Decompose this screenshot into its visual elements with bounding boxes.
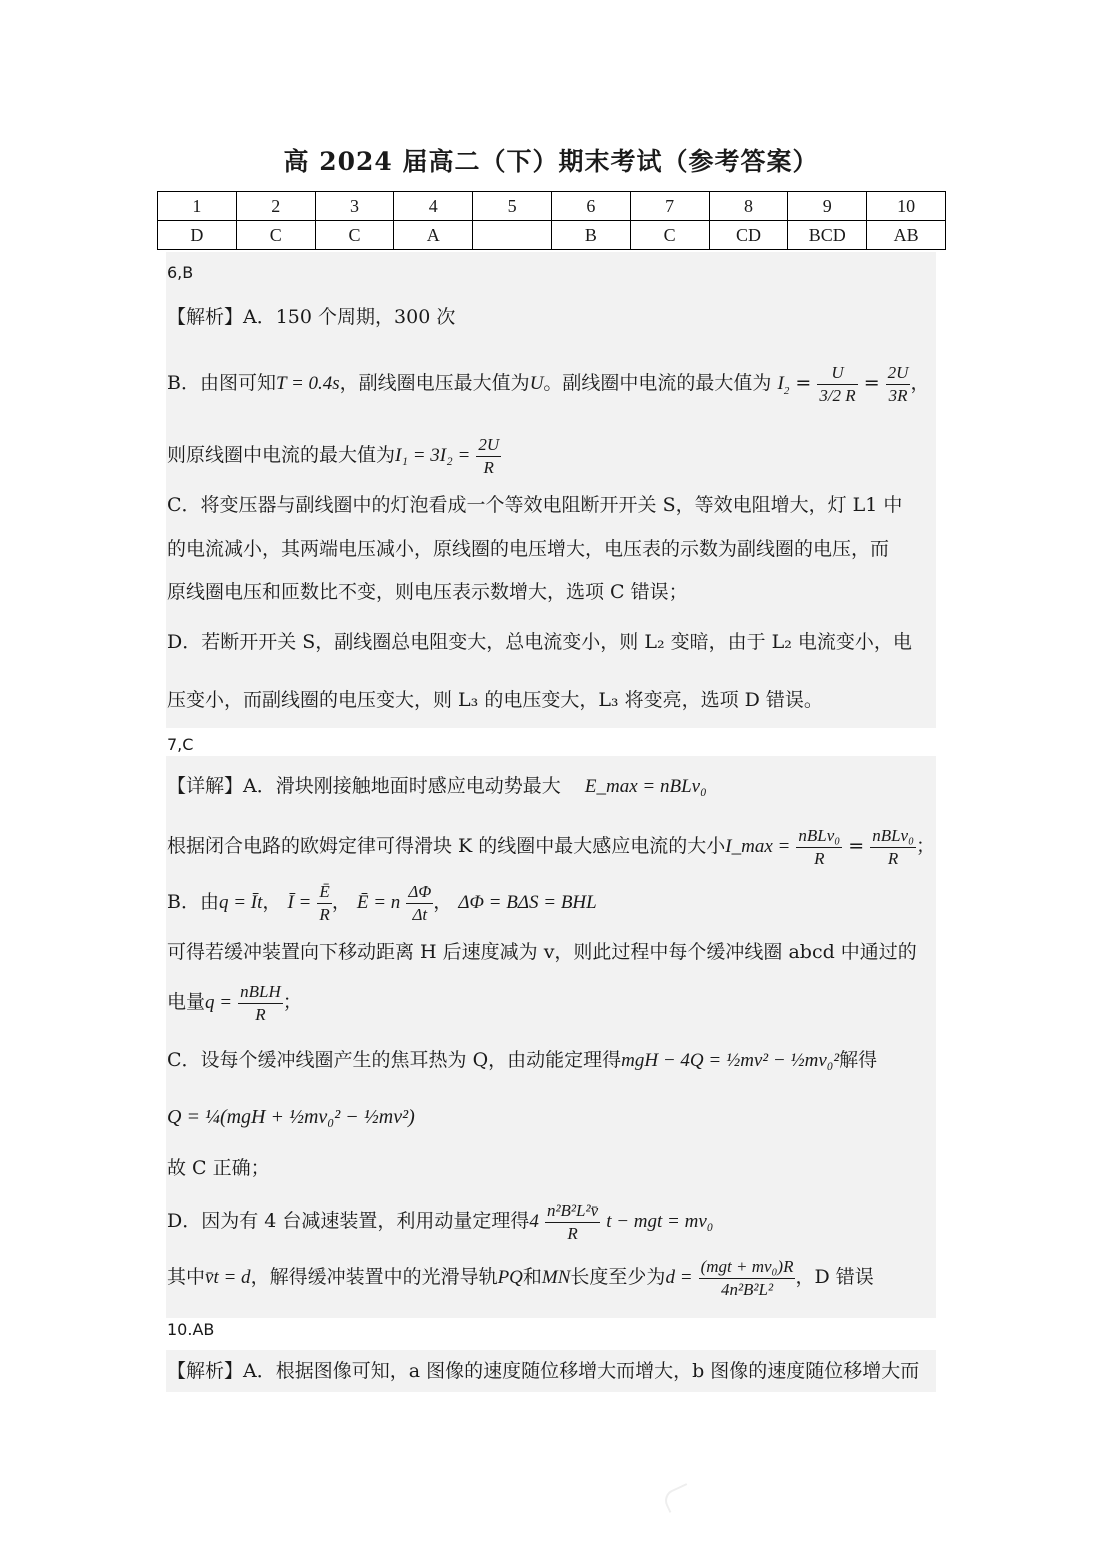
var-i2: $I_2$: [777, 373, 790, 397]
q6-heading: 6,B: [167, 263, 194, 282]
question-number: 4: [394, 192, 473, 221]
formula-period: T = 0.4s: [275, 373, 340, 394]
question-number: 6: [551, 192, 630, 221]
q6-explanation-b2: 则原线圈中电流的最大值为I₁ = 3I₂ = $\frac{2U}{R}$: [167, 434, 500, 477]
q10-heading: 10.AB: [167, 1320, 215, 1339]
formula-i1: I₁ = 3I₂ =: [395, 445, 471, 466]
q6-explanation-c3: 原线圈电压和匝数比不变，则电压表示数增大，选项 C 错误；: [167, 581, 688, 603]
formula-emax: E_max = nBLv₀: [584, 776, 707, 797]
q10-explanation-a: 【解析】A．根据图像可知，a 图像的速度随位移增大而增大，b 图像的速度随位移增大而: [167, 1360, 920, 1382]
q7-explanation-c3: 故 C 正确；: [167, 1157, 270, 1179]
q7-explanation-d1: D．因为有 4 台减速装置，利用动量定理得4 $\frac{\text{n²B²L²v̄}}{R}$ t − mgt = mv₀: [167, 1200, 714, 1243]
fraction: $\frac{\text{nBLH}}{R}$: [240, 981, 281, 1024]
fraction: $\frac{\text{n²B²L²v̄}}{R}$: [546, 1200, 599, 1243]
answer-cell: B: [551, 221, 630, 250]
question-number: 5: [473, 192, 552, 221]
question-number: 7: [630, 192, 709, 221]
q6-explanation-c1: C．将变压器与副线圈中的灯泡看成一个等效电阻断开开关 S，等效电阻增大，灯 L1 中: [167, 494, 903, 516]
page-title: 高 2024 届高二（下）期末考试（参考答案）: [283, 147, 819, 176]
answer-cell: AB: [867, 221, 946, 250]
question-number: 3: [315, 192, 394, 221]
fraction: $\frac{2U}{R}$: [478, 434, 500, 477]
q6-explanation-a: 【解析】A．150 个周期，300 次: [167, 306, 456, 328]
q6-explanation-c2: 的电流减小，其两端电压减小，原线圈的电压增大，电压表的示数为副线圈的电压，而: [167, 538, 890, 560]
fraction: $\frac{\Delta\Phi}{\Delta t}$: [408, 881, 432, 924]
q7-explanation-d2: 其中v̄t = d，解得缓冲装置中的光滑导轨PQ和MN长度至少为d = $\frac{\text{(mgt + mv₀)R}}{\text{4n²B²L²}}$ ，D 错误: [167, 1256, 874, 1299]
fraction: $\frac{2U}{3R}$: [887, 362, 909, 405]
answer-cell: A: [394, 221, 473, 250]
answer-cell: C: [236, 221, 315, 250]
q6-explanation-b: B．由图可知T = 0.4s，副线圈电压最大值为U。副线圈中电流的最大值为 $I_2$ = $\frac{U}{3/2 R}$ = $\frac{2U}{3R}$ ，: [167, 362, 930, 405]
answer-cell: D: [158, 221, 237, 250]
var-u: U: [529, 373, 544, 394]
question-number: 2: [236, 192, 315, 221]
answer-cell: [473, 221, 552, 250]
q7-explanation-b2: 可得若缓冲装置向下移动距离 H 后速度减为 v，则此过程中每个缓冲线圈 abcd 中通过的: [167, 941, 917, 963]
q6-explanation-d2: 压变小，而副线圈的电压变大，则 L₃ 的电压变大，L₃ 将变亮，选项 D 错误。: [167, 689, 823, 711]
q7-explanation-c2: Q = ¼(mgH + ½mv₀² − ½mv²): [167, 1106, 415, 1128]
q7-explanation-b3: 电量q = $\frac{\text{nBLH}}{R}$ ；: [167, 981, 302, 1024]
question-number: 1: [158, 192, 237, 221]
q6-explanation-d1: D．若断开开关 S，副线圈总电阻变大，总电流变小，则 L₂ 变暗，由于 L₂ 电流变小，电: [167, 631, 912, 653]
answer-cell: C: [630, 221, 709, 250]
answer-cell: C: [315, 221, 394, 250]
answer-cell: BCD: [788, 221, 867, 250]
answer-table: [157, 191, 946, 250]
q7-explanation-a2: 根据闭合电路的欧姆定律可得滑块 K 的线圈中最大感应电流的大小I_max = $\frac{\text{nBLv₀}}{R}$ = $\frac{\text{nBLv₀}}{R}$ ；: [167, 825, 935, 868]
page-mark: [661, 1483, 695, 1513]
fraction: $\frac{\text{nBLv₀}}{R}$: [798, 825, 841, 868]
answer-cell: CD: [709, 221, 788, 250]
q7-heading: 7,C: [167, 735, 194, 754]
question-number: 8: [709, 192, 788, 221]
q7-explanation-b: B．由q = Īt， Ī = $\frac{Ē}{R}$ ， Ē = n $\frac{\Delta\Phi}{\Delta t}$ ， ΔΦ = BΔS = BHL: [167, 881, 597, 924]
question-number: 9: [788, 192, 867, 221]
formula-energy: mgH − 4Q = ½mv² − ½mv₀²: [621, 1050, 840, 1071]
answer-table-number-row: [158, 192, 946, 221]
fraction: $\frac{Ē}{R}$: [319, 881, 330, 924]
answer-table-answer-row: [158, 221, 946, 250]
fraction: $\frac{\text{nBLv₀}}{R}$: [872, 825, 914, 868]
fraction: $\frac{U}{3/2 R}$: [819, 362, 856, 405]
question-number: 10: [867, 192, 946, 221]
q7-explanation-c1: C．设每个缓冲线圈产生的焦耳热为 Q，由动能定理得mgH − 4Q = ½mv² − ½mv₀²解得: [167, 1049, 878, 1071]
fraction: $\frac{\text{(mgt + mv₀)R}}{\text{4n²B²L²}}$: [700, 1256, 794, 1299]
formula-imax: I_max =: [725, 836, 791, 857]
q7-explanation-a: 【详解】A．滑块刚接触地面时感应电动势最大 E_max = nBLv₀: [167, 775, 707, 797]
